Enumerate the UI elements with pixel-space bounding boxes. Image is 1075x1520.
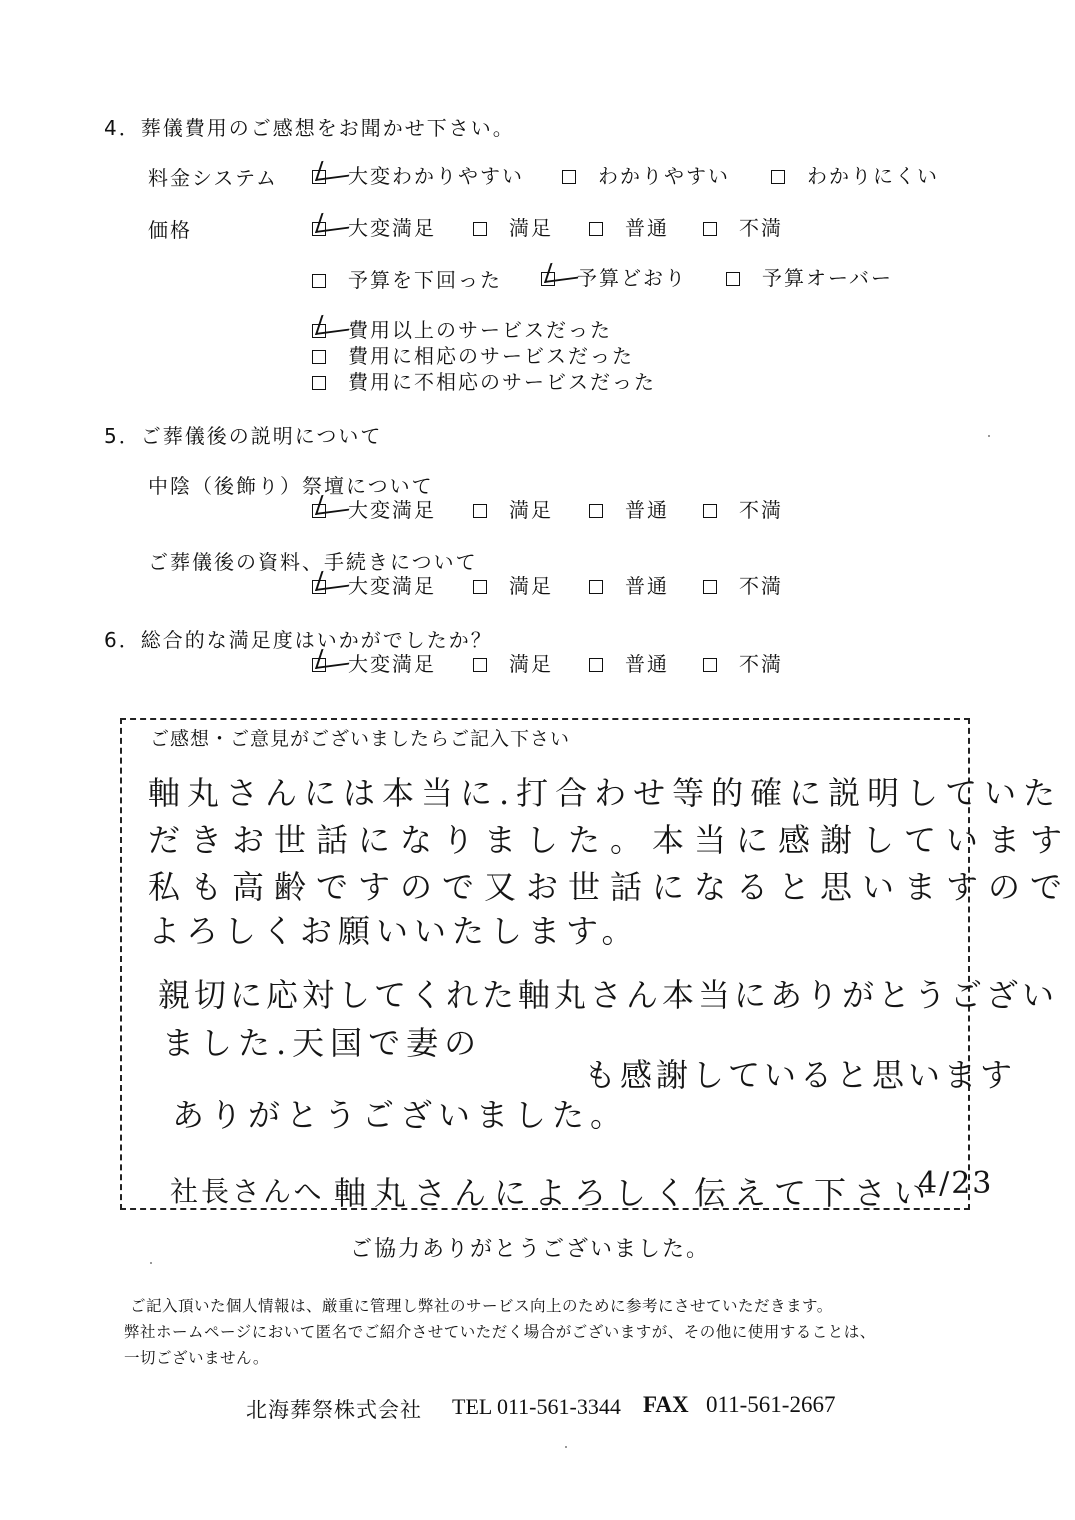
- fee-option-clear[interactable]: わかりやすい: [562, 160, 730, 189]
- comment-line: よろしくお願いいたします。: [148, 912, 640, 950]
- altar-option-dissatisfied[interactable]: 不満: [703, 494, 783, 523]
- comment-line: 私も高齢ですので又お世話になると思いますので: [148, 868, 1073, 906]
- altar-label: 中陰（後飾り）祭壇について: [148, 474, 434, 498]
- overall-option-dissatisfied[interactable]: 不満: [703, 648, 783, 677]
- checkbox-icon[interactable]: [473, 504, 487, 518]
- documents-label: ご葬儀後の資料、手続きについて: [148, 550, 478, 574]
- checkbox-icon[interactable]: [312, 274, 326, 288]
- fee-option-unclear[interactable]: わかりにくい: [771, 160, 939, 189]
- comment-heading: ご感想・ご意見がございましたらご記入下さい: [150, 728, 571, 750]
- altar-option-normal[interactable]: 普通: [589, 494, 669, 523]
- documents-option-very-satisfied[interactable]: 大変満足: [312, 570, 436, 599]
- altar-option-satisfied[interactable]: 満足: [473, 494, 553, 523]
- company-fax-label: FAX: [643, 1392, 689, 1417]
- budget-option-over[interactable]: 予算オーバー: [726, 262, 893, 291]
- scan-speck: [565, 1446, 567, 1448]
- checkbox-checked-icon[interactable]: [312, 222, 326, 236]
- checkbox-icon[interactable]: [473, 222, 487, 236]
- checkbox-icon[interactable]: [562, 170, 576, 184]
- checkbox-checked-icon[interactable]: [312, 580, 326, 594]
- checkbox-icon[interactable]: [703, 580, 717, 594]
- checkbox-icon[interactable]: [473, 658, 487, 672]
- overall-option-very-satisfied[interactable]: 大変満足: [312, 648, 436, 677]
- checkbox-icon[interactable]: [771, 170, 785, 184]
- budget-option-on[interactable]: 予算どおり: [541, 262, 687, 291]
- overall-option-satisfied[interactable]: 満足: [473, 648, 553, 677]
- privacy-line: 一切ございません。: [124, 1349, 269, 1367]
- price-option-normal[interactable]: 普通: [589, 212, 669, 241]
- company-name: 北海葬祭株式会社: [246, 1398, 422, 1422]
- scan-speck: [988, 435, 990, 437]
- checkbox-icon[interactable]: [703, 222, 717, 236]
- privacy-line: 弊社ホームページにおいて匿名でご紹介させていただく場合がございますが、その他に使用することは、: [124, 1323, 876, 1341]
- scan-speck: [150, 1262, 152, 1264]
- comment-line: 社長さんへ: [170, 1175, 325, 1208]
- price-label: 価格: [148, 218, 192, 242]
- checkbox-checked-icon[interactable]: [541, 272, 555, 286]
- budget-option-under[interactable]: 予算を下回った: [312, 264, 502, 293]
- checkbox-icon[interactable]: [589, 504, 603, 518]
- checkbox-icon[interactable]: [312, 376, 326, 390]
- fee-system-label: 料金システム: [148, 166, 278, 190]
- company-fax-number: 011-561-2667: [706, 1392, 836, 1417]
- price-option-satisfied[interactable]: 満足: [473, 212, 553, 241]
- q5-title: 5．ご葬儀後の説明について: [104, 424, 383, 448]
- checkbox-checked-icon[interactable]: [312, 504, 326, 518]
- service-option-below[interactable]: 費用に不相応のサービスだった: [312, 366, 656, 395]
- checkbox-icon[interactable]: [589, 222, 603, 236]
- q6-title: 6．総合的な満足度はいかがでしたか？: [104, 628, 493, 652]
- altar-option-very-satisfied[interactable]: 大変満足: [312, 494, 436, 523]
- checkbox-checked-icon[interactable]: [312, 170, 326, 184]
- comment-line: 親切に応対してくれた軸丸さん本当にありがとうござい: [158, 976, 1059, 1014]
- price-option-dissatisfied[interactable]: 不満: [703, 212, 783, 241]
- company-tel: TEL 011-561-3344: [452, 1394, 621, 1419]
- documents-option-normal[interactable]: 普通: [589, 570, 669, 599]
- checkbox-icon[interactable]: [703, 658, 717, 672]
- documents-option-satisfied[interactable]: 満足: [473, 570, 553, 599]
- thanks-message: ご協力ありがとうございました。: [350, 1237, 711, 1262]
- comment-line: 軸丸さんには本当に.打合わせ等的確に説明していた: [148, 774, 1063, 812]
- checkbox-icon[interactable]: [726, 272, 740, 286]
- price-option-very-satisfied[interactable]: 大変満足: [312, 212, 436, 241]
- documents-option-dissatisfied[interactable]: 不満: [703, 570, 783, 599]
- comment-line: も感謝していると思います: [584, 1056, 1017, 1094]
- service-option-above[interactable]: 費用以上のサービスだった: [312, 314, 612, 343]
- checkbox-icon[interactable]: [473, 580, 487, 594]
- comment-line: だきお世話になりました。本当に感謝しています: [148, 821, 1073, 859]
- comment-line: ました.天国で妻の: [162, 1024, 483, 1062]
- checkbox-icon[interactable]: [312, 350, 326, 364]
- fee-option-very-clear[interactable]: 大変わかりやすい: [312, 160, 524, 189]
- comment-line: 軸丸さんによろしく伝えて下さい: [334, 1174, 935, 1212]
- comment-line: ありがとうございました。: [172, 1096, 629, 1134]
- overall-option-normal[interactable]: 普通: [589, 648, 669, 677]
- comment-date: 4/23: [918, 1166, 994, 1201]
- checkbox-checked-icon[interactable]: [312, 658, 326, 672]
- checkbox-icon[interactable]: [589, 658, 603, 672]
- q4-title: 4．葬儀費用のご感想をお聞かせ下さい。: [104, 116, 515, 140]
- checkbox-checked-icon[interactable]: [312, 324, 326, 338]
- privacy-line: ご記入頂いた個人情報は、厳重に管理し弊社のサービス向上のために参考にさせていただきます。: [130, 1297, 833, 1315]
- checkbox-icon[interactable]: [703, 504, 717, 518]
- service-option-matching[interactable]: 費用に相応のサービスだった: [312, 340, 634, 369]
- checkbox-icon[interactable]: [589, 580, 603, 594]
